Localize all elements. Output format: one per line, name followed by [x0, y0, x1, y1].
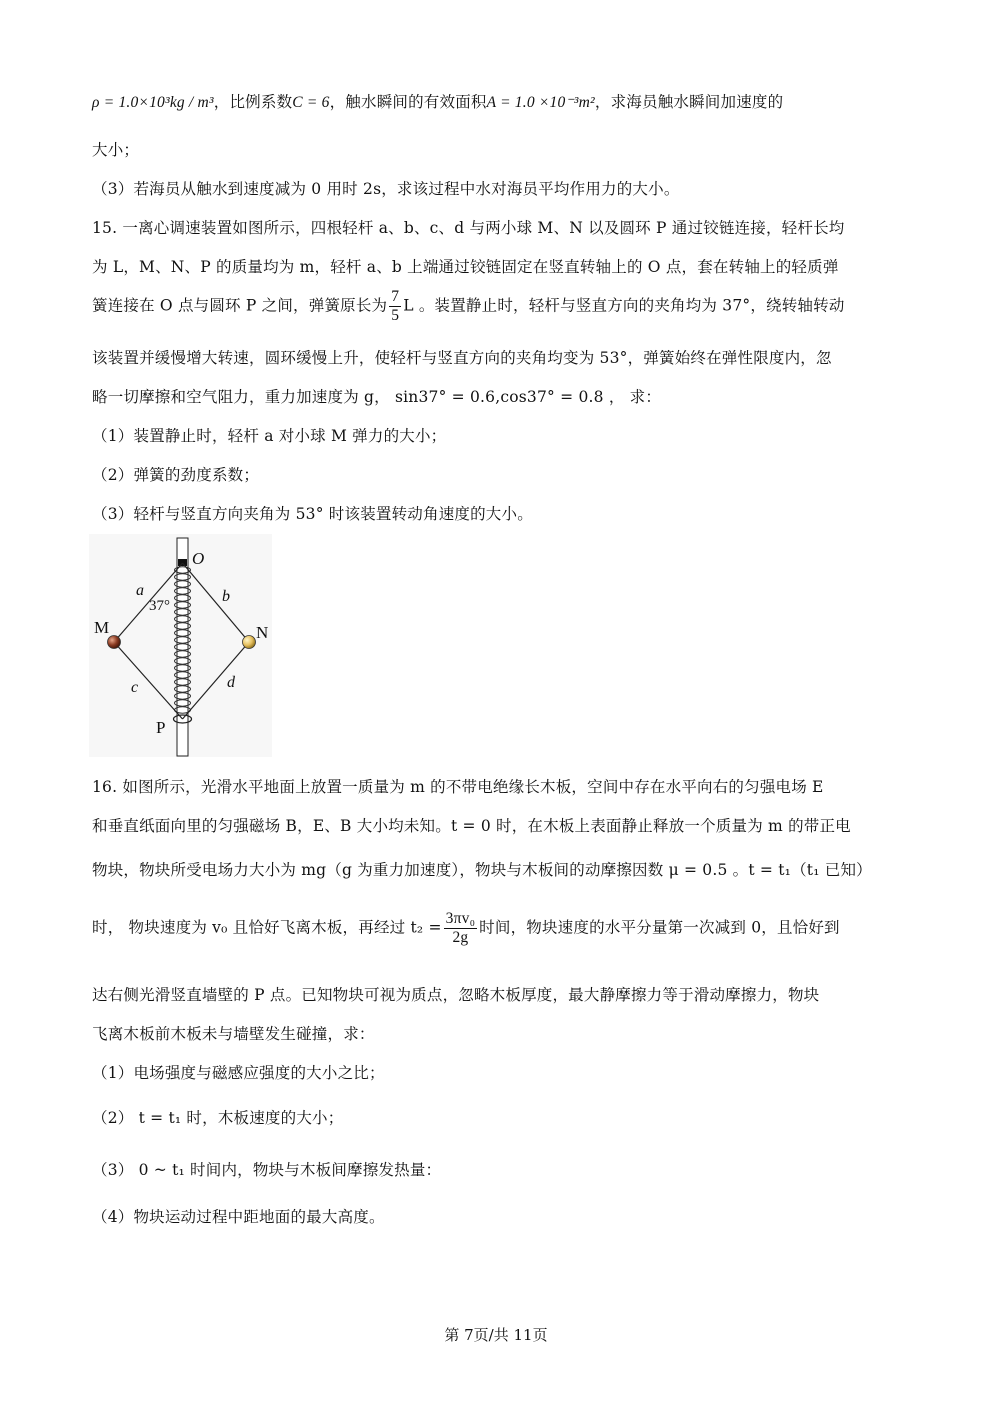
q16-subquestion-2: （2） t = t₁ 时，木板速度的大小； [92, 1109, 344, 1127]
q15-line-3 [92, 288, 845, 325]
fraction-numerator: 7 [391, 288, 400, 305]
q16-line-5: 达右侧光滑竖直墙壁的 P 点。已知物块可视为质点，忽略木板厚度，最大静摩擦力等于滑动摩擦力，物块 [92, 986, 820, 1004]
q15-line-2: 为 L，M、N、P 的质量均为 m，轻杆 a、b 上端通过铰链固定在竖直转轴上的 O 点，套在转轴上的轻质弹 [92, 258, 839, 276]
q16-line-4 [92, 910, 840, 947]
q15-subquestion-3: （3）轻杆与竖直方向夹角为 53° 时该装置转动角速度的大小。 [92, 505, 533, 523]
q16-line-4a: 时， 物块速度为 v₀ 且恰好飞离木板，再经过 t₂ = [92, 918, 442, 937]
ball-M [108, 636, 121, 649]
fraction-denominator: 5 [391, 307, 400, 324]
label-angle: 37° [149, 598, 170, 614]
label-O: O [192, 549, 205, 568]
ball-N [243, 636, 256, 649]
q16-line-6: 飞离木板前木板未与墙壁发生碰撞，求： [92, 1025, 375, 1043]
q14-line-1 [92, 90, 783, 112]
q15-line-5: 略一切摩擦和空气阻力，重力加速度为 g， sin37° = 0.6,cos37° = 0.8 ， 求： [92, 388, 662, 406]
label-a: a [136, 582, 144, 599]
label-M: M [94, 618, 110, 637]
density-formula: ρ = 1.0×10³kg / m³ [92, 94, 214, 111]
label-N: N [256, 623, 269, 642]
q16-line-1: 16. 如图所示，光滑水平地面上放置一质量为 m 的不带电绝缘长木板，空间中存在水平向右的匀强电场 E [92, 778, 824, 796]
q14-text-1: ，比例系数 [213, 93, 293, 111]
label-b: b [222, 588, 230, 605]
q15-line-3a: 簧连接在 O 点与圆环 P 之间，弹簧原长为 [92, 296, 388, 315]
q15-line-3b: L 。装置静止时，轻杆与竖直方向的夹角均为 37°，绕转轴转动 [403, 296, 845, 315]
q15-subquestion-2: （2）弹簧的劲度系数； [92, 466, 260, 484]
area-formula: A = 1.0 ×10⁻³m² [486, 94, 595, 111]
q15-line-4: 该装置并缓慢增大转速，圆环缓慢上升，使轻杆与竖直方向的夹角均变为 53°，弹簧始终在弹性限度内，忽 [92, 349, 832, 367]
q16-subquestion-1: （1）电场强度与磁感应强度的大小之比； [92, 1064, 385, 1082]
governor-diagram [88, 533, 273, 758]
q14-subquestion-3: （3）若海员从触水到速度减为 0 用时 2s，求该过程中水对海员平均作用力的大小。 [92, 180, 680, 198]
hinge-O [178, 559, 187, 566]
label-d: d [227, 674, 235, 691]
q16-line-2: 和垂直纸面向里的匀强磁场 B，E、B 大小均未知。t = 0 时，在木板上表面静止释放一个质量为 m 的带正电 [92, 817, 851, 835]
q14-line-2: 大小； [92, 141, 140, 159]
label-c: c [131, 679, 139, 696]
coefficient-formula: C = 6 [292, 94, 330, 111]
q14-text-2: ，触水瞬间的有效面积 [329, 93, 487, 111]
q16-line-4b: 时间，物块速度的水平分量第一次减到 0，且恰好到 [479, 918, 840, 937]
fraction-seven-fifths [389, 288, 401, 325]
page-footer: 第 7页/共 11页 [444, 1326, 548, 1344]
q16-subquestion-3: （3） 0 ~ t₁ 时间内，物块与木板间摩擦发热量： [92, 1161, 442, 1179]
fraction-t2-denominator: 2g [452, 929, 469, 946]
q15-subquestion-1: （1）装置静止时，轻杆 a 对小球 M 弹力的大小； [92, 427, 447, 445]
q16-line-3: 物块，物块所受电场力大小为 mg（g 为重力加速度），物块与木板间的动摩擦因数 μ = 0.5 。t = t₁（t₁ 已知） [92, 861, 872, 879]
q14-text-3: ，求海员触水瞬间加速度的 [594, 93, 784, 111]
q15-line-1: 15. 一离心调速装置如图所示，四根轻杆 a、b、c、d 与两小球 M、N 以及圆环 P 通过铰链连接，轻杆长均 [92, 219, 845, 237]
label-P: P [156, 718, 166, 737]
q16-subquestion-4: （4）物块运动过程中距地面的最大高度。 [92, 1208, 385, 1226]
fraction-t2 [444, 910, 478, 947]
fraction-t2-numerator: 3πv₀ [445, 910, 476, 927]
